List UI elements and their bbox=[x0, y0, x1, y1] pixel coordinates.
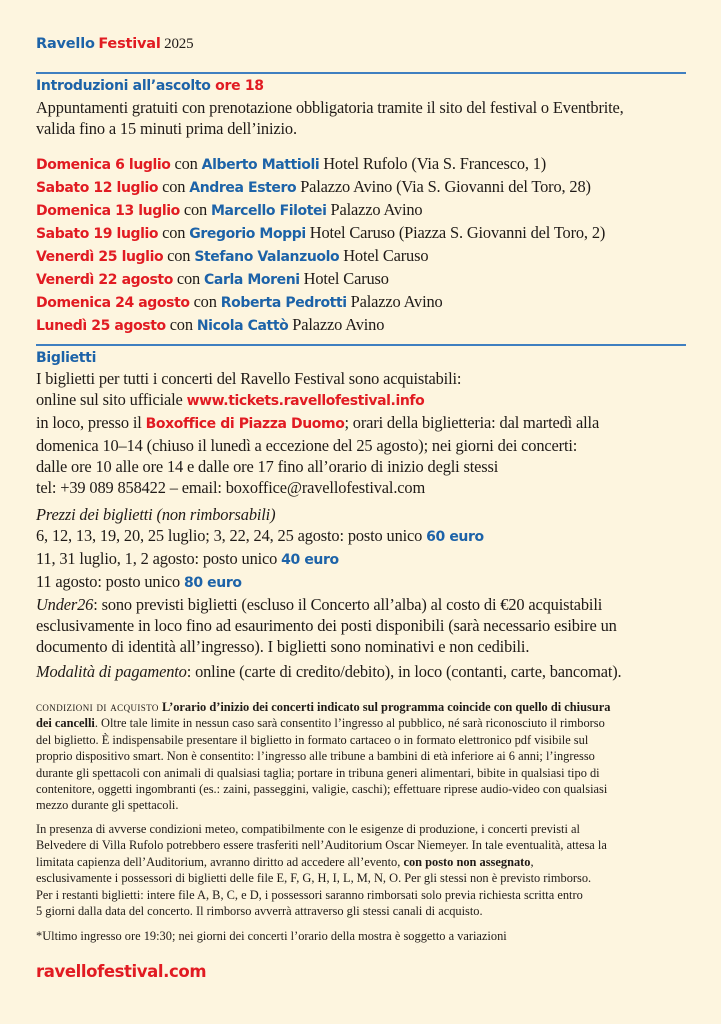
event-speaker: Andrea Estero bbox=[189, 180, 297, 196]
event-speaker: Roberta Pedrotti bbox=[220, 295, 347, 311]
price-dates: 11, 31 luglio, 1, 2 agosto: posto unico bbox=[36, 549, 278, 568]
event-item bbox=[36, 245, 605, 268]
loco-suffix: ; orari della biglietteria: dal martedì alla bbox=[344, 413, 600, 432]
meteo-line: Per i restanti biglietti: intere file A, B, C, e D, i possessori saranno rimborsati solo previa richiesta scritta entro bbox=[36, 887, 583, 902]
brand-festival: Festival bbox=[98, 36, 161, 52]
event-con: con bbox=[176, 269, 201, 288]
event-date: Domenica 6 luglio bbox=[36, 157, 171, 173]
section-divider bbox=[36, 72, 686, 74]
meteo-line: In presenza di avverse condizioni meteo, compatibilmente con le esigenze di produzione, i concerti previsti al bbox=[36, 822, 580, 836]
document-title bbox=[36, 36, 193, 53]
meteo-bold: con posto non assegnato bbox=[403, 854, 531, 869]
prezzi-block bbox=[36, 504, 617, 657]
price-dates: 6, 12, 13, 19, 20, 25 luglio; 3, 22, 24, 25 agosto: posto unico bbox=[36, 526, 423, 545]
event-con: con bbox=[193, 292, 217, 311]
condizioni-line: durante gli spettacoli con animali di qualsiasi taglia; portare in tribuna generi alimentari, bibite in qualsiasi tipo di bbox=[36, 765, 600, 780]
condizioni-bold: dei cancelli bbox=[36, 716, 95, 731]
price-value: 80 euro bbox=[184, 575, 242, 591]
event-date: Domenica 24 agosto bbox=[36, 295, 190, 311]
event-con: con bbox=[183, 200, 208, 219]
event-venue: Hotel Caruso (Piazza S. Giovanni del Toro, 2) bbox=[309, 223, 606, 242]
event-con: con bbox=[167, 246, 191, 265]
event-con: con bbox=[162, 177, 186, 196]
online-prefix: online sul sito ufficiale bbox=[36, 390, 183, 409]
brand-ravello: Ravello bbox=[36, 36, 95, 52]
biglietti-line: I biglietti per tutti i concerti del Ravello Festival sono acquistabili: bbox=[36, 369, 462, 388]
event-item bbox=[36, 314, 605, 337]
condizioni-line: proprio dispositivo smart. Non è consentito: l’ingresso alle tribune a bambini di età inferiore ai 6 anni; l’ingresso bbox=[36, 749, 595, 764]
events-list bbox=[36, 153, 605, 337]
meteo-text: limitata capienza dell’Auditorium, avranno diritto ad accedere all’evento, bbox=[36, 854, 401, 869]
event-item bbox=[36, 176, 605, 199]
event-venue: Hotel Caruso bbox=[303, 269, 389, 288]
price-row bbox=[36, 571, 617, 594]
biglietti-line: dalle ore 10 alle ore 14 e dalle ore 17 fino all’orario di inizio degli stessi bbox=[36, 457, 499, 476]
event-con: con bbox=[162, 223, 186, 242]
event-item bbox=[36, 153, 605, 176]
meteo-line: 5 giorni dalla data del concerto. Il rimborso avverrà attraverso gli stessi canali di acquisto. bbox=[36, 904, 483, 919]
price-row bbox=[36, 548, 617, 571]
event-date: Venerdì 22 agosto bbox=[36, 272, 173, 288]
event-date: Sabato 12 luglio bbox=[36, 180, 159, 196]
loco-prefix: in loco, presso il bbox=[36, 413, 142, 432]
tickets-url-link[interactable]: www.tickets.ravellofestival.info bbox=[186, 393, 425, 409]
event-item bbox=[36, 291, 605, 314]
biglietti-info bbox=[36, 368, 599, 498]
footnote-text: *Ultimo ingresso ore 19:30; nei giorni dei concerti l’orario della mostra è soggetto a variazioni bbox=[36, 929, 507, 943]
meteo-text: , bbox=[530, 854, 534, 869]
intro-line: Appuntamenti gratuiti con prenotazione obbligatoria tramite il sito del festival o Eventbrite, bbox=[36, 98, 624, 117]
event-date: Venerdì 25 luglio bbox=[36, 249, 164, 265]
event-speaker: Stefano Valanzuolo bbox=[194, 249, 340, 265]
price-row bbox=[36, 525, 617, 548]
price-value: 60 euro bbox=[426, 529, 484, 545]
under26-label: Under26 bbox=[36, 595, 94, 614]
biglietti-online-line bbox=[36, 389, 599, 412]
under26-line: documento di identità all’ingresso). I biglietti sono nominativi e non cedibili. bbox=[36, 637, 530, 656]
event-venue: Palazzo Avino bbox=[292, 315, 385, 334]
event-venue: Palazzo Avino bbox=[330, 200, 423, 219]
event-venue: Palazzo Avino (Via S. Giovanni del Toro, 28) bbox=[300, 177, 591, 196]
price-value: 40 euro bbox=[281, 552, 339, 568]
event-speaker: Nicola Cattò bbox=[196, 318, 289, 334]
boxoffice-name: Boxoffice di Piazza Duomo bbox=[145, 416, 345, 432]
condizioni-label: condizioni di acquisto bbox=[36, 700, 159, 714]
prezzi-title-text: Prezzi dei biglietti (non rimborsabili) bbox=[36, 505, 276, 524]
under26-line: esclusivamente in loco fino ad esaurimento dei posti disponibili (sarà necessario esibire un bbox=[36, 616, 617, 635]
event-speaker: Marcello Filotei bbox=[211, 203, 327, 219]
festival-website-link[interactable]: ravellofestival.com bbox=[36, 962, 207, 981]
event-item bbox=[36, 268, 605, 291]
event-speaker: Gregorio Moppi bbox=[189, 226, 306, 242]
meteo-line bbox=[36, 854, 696, 870]
event-item bbox=[36, 222, 605, 245]
event-speaker: Alberto Mattioli bbox=[201, 157, 320, 173]
under26-line bbox=[36, 594, 617, 615]
event-speaker: Carla Moreni bbox=[204, 272, 300, 288]
under26-text: : sono previsti biglietti (escluso il Concerto all’alba) al costo di €20 acquistabili bbox=[93, 595, 603, 614]
meteo-block bbox=[36, 821, 696, 919]
condizioni-block bbox=[36, 699, 696, 814]
price-dates: 11 agosto: posto unico bbox=[36, 572, 181, 591]
brand-year: 2025 bbox=[164, 36, 194, 52]
event-date: Sabato 19 luglio bbox=[36, 226, 159, 242]
footnote bbox=[36, 928, 696, 944]
condizioni-text: . Oltre tale limite in nessun caso sarà consentito l’ingresso al pubblico, né sarà riconosciuto il rimborso bbox=[94, 716, 605, 731]
section-divider bbox=[36, 344, 686, 346]
event-con: con bbox=[174, 154, 198, 173]
pagamento-label: Modalità di pagamento bbox=[36, 662, 187, 681]
event-venue: Palazzo Avino bbox=[350, 292, 443, 311]
meteo-line: esclusivamente i possessori di biglietti delle file E, F, G, H, I, L, M, N, O. Per gli stessi non è previsto rimborso. bbox=[36, 871, 592, 886]
condizioni-line bbox=[36, 699, 696, 715]
intro-line: valida fino a 15 minuti prima dell’inizio. bbox=[36, 119, 297, 138]
event-venue: Hotel Caruso bbox=[343, 246, 429, 265]
condizioni-line: del biglietto. È indispensabile presentare il biglietto in formato cartaceo o in formato elettronico pdf visibile sul bbox=[36, 732, 589, 747]
pagamento-text: : online (carte di credito/debito), in loco (contanti, carte, bancomat). bbox=[186, 662, 622, 681]
introduzioni-description bbox=[36, 97, 624, 139]
biglietti-contact: tel: +39 089 858422 – email: boxoffice@ravellofestival.com bbox=[36, 478, 426, 497]
event-date: Lunedì 25 agosto bbox=[36, 318, 166, 334]
pagamento-block bbox=[36, 661, 622, 682]
section-heading-biglietti: Biglietti bbox=[36, 350, 97, 366]
condizioni-line: contenitore, oggetti ingombranti (es.: zaini, passeggini, valigie, caschi); effettuare riprese audio-video con qualsiasi bbox=[36, 782, 608, 797]
event-venue: Hotel Rufolo (Via S. Francesco, 1) bbox=[323, 154, 547, 173]
biglietti-loco-line bbox=[36, 412, 599, 435]
event-item bbox=[36, 199, 605, 222]
introduzioni-title: Introduzioni all’ascolto bbox=[36, 78, 211, 94]
section-heading-introduzioni bbox=[36, 78, 264, 94]
condizioni-line bbox=[36, 715, 696, 731]
introduzioni-time: ore 18 bbox=[215, 78, 264, 94]
condizioni-bold: L’orario d’inizio dei concerti indicato sul programma coincide con quello di chiusura bbox=[161, 700, 611, 714]
pagamento-line bbox=[36, 661, 622, 682]
condizioni-line: mezzo durante gli spettacoli. bbox=[36, 798, 179, 813]
biglietti-line: domenica 10–14 (chiuso il lunedì a eccezione del 25 agosto); nei giorni dei concerti: bbox=[36, 436, 578, 455]
event-date: Domenica 13 luglio bbox=[36, 203, 180, 219]
event-con: con bbox=[169, 315, 193, 334]
meteo-line: Belvedere di Villa Rufolo potrebbero essere trasferiti nell’Auditorium Oscar Niemeyer. In tale eventualità, attesa la bbox=[36, 838, 607, 853]
prezzi-title bbox=[36, 504, 617, 525]
